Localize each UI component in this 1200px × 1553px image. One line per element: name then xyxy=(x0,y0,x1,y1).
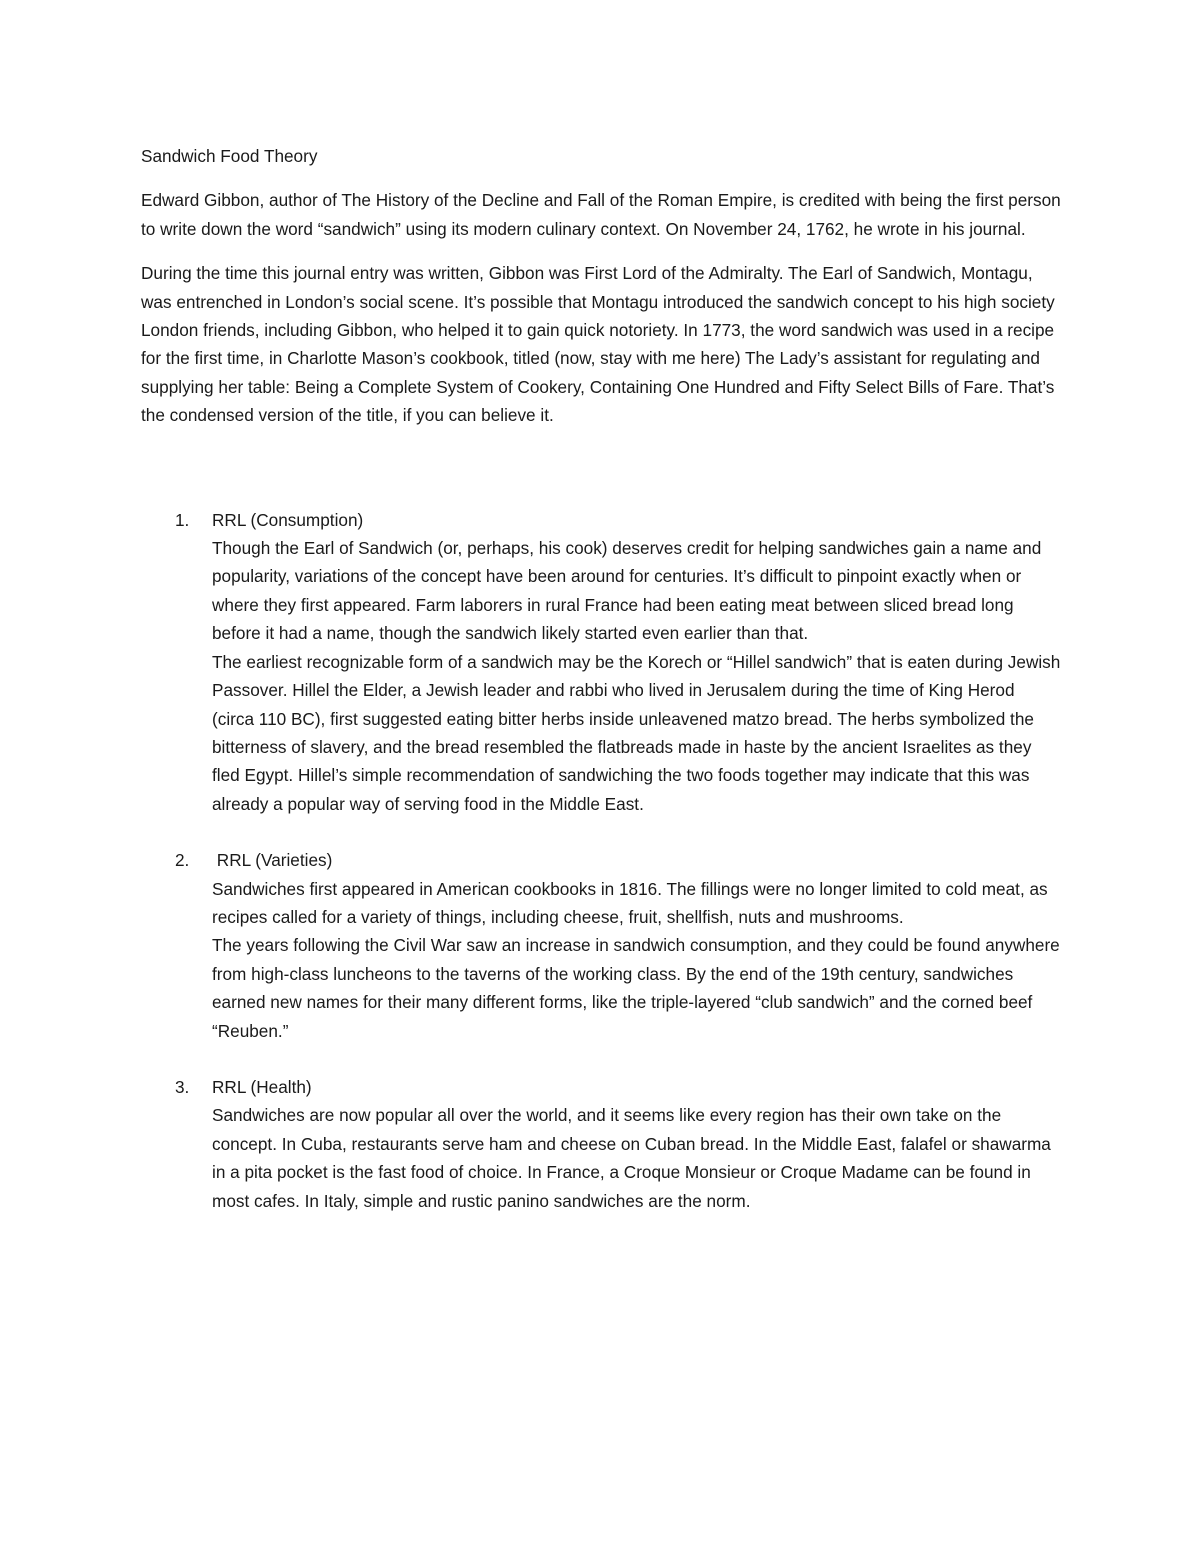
document-title: Sandwich Food Theory xyxy=(141,146,318,166)
section-heading-varieties: RRL (Varieties) xyxy=(212,850,333,871)
document-body xyxy=(141,142,1061,1243)
list-number: 3. xyxy=(175,1076,190,1097)
section-paragraph: Though the Earl of Sandwich (or, perhaps, his cook) deserves credit for helping sandwiches gain a name and popularity, variations of the concept have been around for centuries. It’s difficult to pinpoint exactly when or where they first appeared. Farm laborers in rural France had been eating meat between sliced bread long before it had a name, though the sandwich likely started even earlier than that. xyxy=(212,538,1042,644)
list-item-health xyxy=(141,1073,1061,1215)
section-heading-health: RRL (Health) xyxy=(212,1076,312,1097)
section-paragraph: The earliest recognizable form of a sandwich may be the Korech or “Hillel sandwich” that is eaten during Jewish Passover. Hillel the Elder, a Jewish leader and rabbi who lived in Jerusalem during the time of King Herod (circa 110 BC), first suggested eating bitter herbs inside unleavened matzo bread. The herbs symbolized the bitterness of slavery, and the bread resembled the flatbreads made in haste by the ancient Israelites as they fled Egypt. Hillel’s simple recommendation of sandwiching the two foods together may indicate that this was already a popular way of serving food in the Middle East. xyxy=(212,651,1061,814)
section-paragraph: Sandwiches first appeared in American cookbooks in 1816. The fillings were no longer limited to cold meat, as recipes called for a variety of things, including cheese, fruit, shellfish, nuts and mushrooms. xyxy=(212,878,1048,927)
section-paragraph: Sandwiches are now popular all over the world, and it seems like every region has their own take on the concept. In Cuba, restaurants serve ham and cheese on Cuban bread. In the Middle East, falafel or shawarma in a pita pocket is the fast food of choice. In France, a Croque Monsieur or Croque Madame can be found in most cafes. In Italy, simple and rustic panino sandwiches are the norm. xyxy=(212,1105,1051,1211)
list-item-consumption xyxy=(141,506,1061,818)
intro-paragraph-2: During the time this journal entry was written, Gibbon was First Lord of the Admiralty. The Earl of Sandwich, Montagu, was entrenched in London’s social scene. It’s possible that Montagu introduced the sandwich concept to his high society London friends, including Gibbon, who helped it to gain quick notoriety. In 1773, the word sandwich was used in a recipe for the first time, in Charlotte Mason’s cookbook, titled (now, stay with me here) The Lady’s assistant for regulating and supplying her table: Being a Complete System of Cookery, Containing One Hundred and Fifty Select Bills of Fare. That’s the condensed version of the title, if you can believe it. xyxy=(141,263,1055,426)
list-number: 2. xyxy=(175,850,190,871)
blank-space xyxy=(141,446,1061,506)
list-number: 1. xyxy=(175,509,190,530)
section-paragraph: The years following the Civil War saw an increase in sandwich consumption, and they could be found anywhere from high-class luncheons to the taverns of the working class. By the end of the 19th century, sandwiches earned new names for their many different forms, like the triple-layered “club sandwich” and the corned beef “Reuben.” xyxy=(212,935,1060,1041)
section-heading-consumption: RRL (Consumption) xyxy=(212,509,364,530)
list-item-varieties xyxy=(141,846,1061,1045)
rrl-list xyxy=(141,506,1061,1215)
intro-paragraph-1: Edward Gibbon, author of The History of the Decline and Fall of the Roman Empire, is credited with being the first person to write down the word “sandwich” using its modern culinary context. On November 24, 1762, he wrote in his journal. xyxy=(141,190,1061,239)
